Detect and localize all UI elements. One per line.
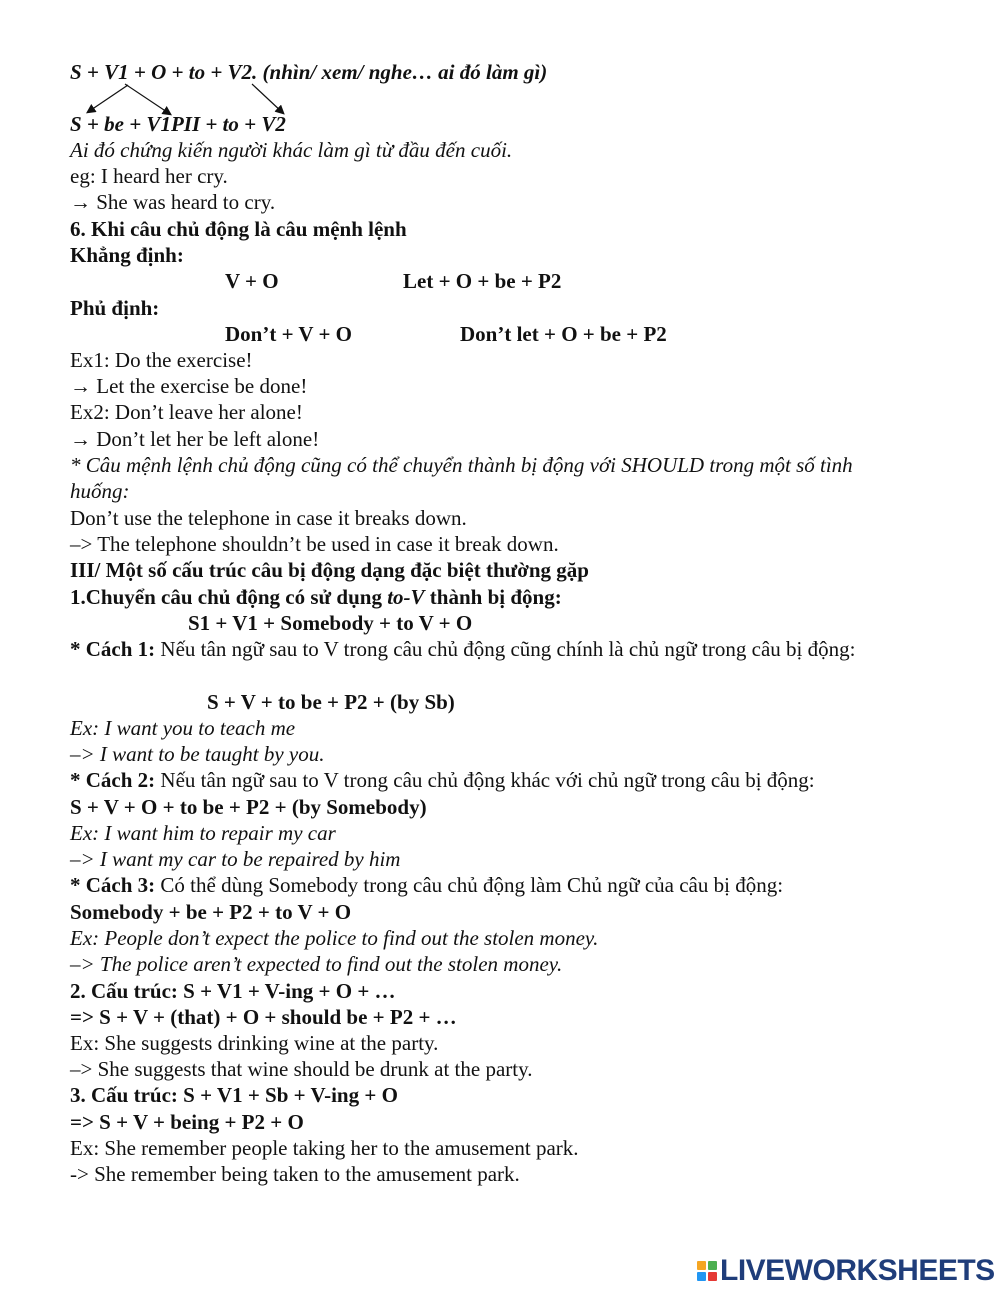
- formula-line: => S + V + (that) + O + should be + P2 + …: [70, 1005, 457, 1029]
- example-line: → She was heard to cry.: [70, 190, 276, 214]
- example-line: –> She suggests that wine should be drunk at the party.: [70, 1057, 533, 1081]
- example-line: Ex: She suggests drinking wine at the party.: [70, 1031, 439, 1055]
- example-line: → Don’t let her be left alone!: [70, 427, 320, 451]
- example-line: –> I want my car to be repaired by him: [70, 847, 401, 871]
- example-line: –> I want to be taught by you.: [70, 742, 325, 766]
- formula-line: => S + V + being + P2 + O: [70, 1110, 304, 1134]
- example-line: Don’t use the telephone in case it breaks down.: [70, 506, 467, 530]
- logo-text: LIVEWORKSHEETS: [720, 1254, 995, 1287]
- formula-line: Somebody + be + P2 + to V + O: [70, 900, 352, 924]
- arrow-s-to-s: [88, 85, 128, 112]
- example-line: eg: I heard her cry.: [70, 164, 228, 188]
- section-heading: 6. Khi câu chủ động là câu mệnh lệnh: [70, 217, 407, 241]
- subsection-heading: 3. Cấu trúc: S + V1 + Sb + V-ing + O: [70, 1083, 398, 1107]
- note-line: * Câu mệnh lệnh chủ động cũng có thể chuyển thành bị động với SHOULD trong một số tình: [70, 453, 853, 477]
- example-line: Ex: I want him to repair my car: [70, 821, 336, 845]
- logo-block: [708, 1272, 717, 1281]
- formula-active-see-do: S + V1 + O + to + V2. (nhìn/ xem/ nghe… ai đó làm gì): [70, 60, 548, 84]
- explanation-line: Ai đó chứng kiến người khác làm gì từ đầu đến cuối.: [70, 138, 513, 162]
- example-line: –> The telephone shouldn’t be used in case it break down.: [70, 532, 559, 556]
- subheading-negative: Phủ định:: [70, 296, 160, 320]
- example-line: Ex: She remember people taking her to the amusement park.: [70, 1136, 579, 1160]
- formula-line: S1 + V1 + Somebody + to V + O: [188, 611, 473, 635]
- example-line: Ex1: Do the exercise!: [70, 348, 253, 372]
- logo-blocks-icon: [697, 1261, 717, 1281]
- arrow-v2-to-v2: [252, 84, 283, 113]
- example-line: –> The police aren’t expected to find out the stolen money.: [70, 952, 563, 976]
- logo-block: [697, 1261, 706, 1270]
- section-heading: III/ Một số cấu trúc câu bị động dạng đặc biệt thường gặp: [70, 558, 589, 582]
- formula-passive: Don’t let + O + be + P2: [460, 322, 667, 346]
- formula-line: S + V + to be + P2 + (by Sb): [207, 690, 455, 714]
- subheading-affirmative: Khẳng định:: [70, 243, 184, 267]
- example-line: Ex: I want you to teach me: [70, 716, 296, 740]
- example-line: Ex: People don’t expect the police to find out the stolen money.: [70, 926, 599, 950]
- formula-active: Don’t + V + O: [225, 322, 353, 346]
- note-line: huống:: [70, 479, 130, 503]
- example-line: → Let the exercise be done!: [70, 374, 308, 398]
- subsection-heading: 1.Chuyển câu chủ động có sử dụng to-V thành bị động:: [70, 585, 562, 609]
- method-line: * Cách 1: Nếu tân ngữ sau to V trong câu chủ động cũng chính là chủ ngữ trong câu bị động:: [70, 637, 856, 661]
- subsection-heading: 2. Cấu trúc: S + V1 + V-ing + O + …: [70, 979, 396, 1003]
- formula-line: S + V + O + to be + P2 + (by Somebody): [70, 795, 427, 819]
- formula-active: V + O: [225, 269, 279, 293]
- example-line: -> She remember being taken to the amusement park.: [70, 1162, 520, 1186]
- formula-passive: Let + O + be + P2: [403, 269, 562, 293]
- method-line: * Cách 2: Nếu tân ngữ sau to V trong câu chủ động khác với chủ ngữ trong câu bị động:: [70, 768, 815, 792]
- formula-passive-see-do: S + be + V1PII + to + V2: [70, 112, 286, 136]
- example-line: Ex2: Don’t leave her alone!: [70, 400, 303, 424]
- logo-block: [697, 1272, 706, 1281]
- arrow-o-to-v1pii: [125, 84, 170, 114]
- method-line: * Cách 3: Có thể dùng Somebody trong câu chủ động làm Chủ ngữ của câu bị động:: [70, 873, 784, 897]
- liveworksheets-logo[interactable]: [697, 1256, 995, 1286]
- logo-block: [708, 1261, 717, 1270]
